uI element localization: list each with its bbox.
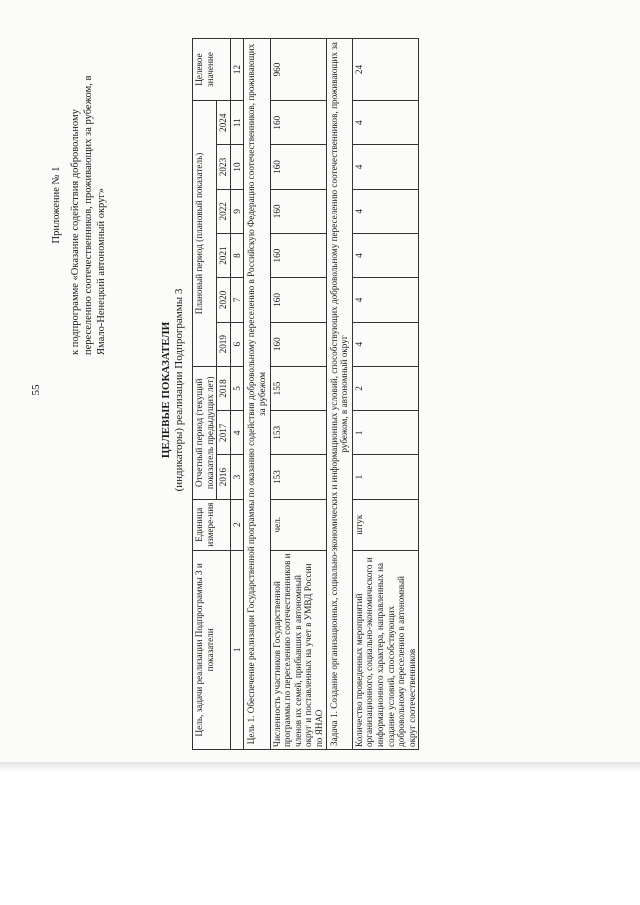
year-cell: 2019 (217, 322, 231, 366)
indicators-table (192, 38, 419, 750)
task-1-text: Задача 1. Создание организационных, социально-экономических и информационных условий, способствующих добровольному переселению соотечественников, проживающих за рубежом, в автономный округ (326, 39, 352, 750)
heading-sub: (индикаторы) реализации Подпрограммы 3 (173, 288, 185, 492)
value-cell: 1 (352, 455, 419, 499)
value-cell: 160 (270, 233, 326, 277)
value-cell: 4 (352, 233, 419, 277)
value-cell: 160 (270, 145, 326, 189)
appendix-block (50, 55, 108, 355)
index-cell: 9 (230, 189, 244, 233)
index-cell: 2 (230, 499, 244, 550)
value-cell: 160 (270, 189, 326, 233)
task-row (326, 39, 352, 750)
year-cell: 2023 (217, 145, 231, 189)
value-cell: 153 (270, 411, 326, 455)
year-cell: 2017 (217, 411, 231, 455)
indicator-unit: штук (352, 499, 419, 550)
year-cell: 2018 (217, 366, 231, 410)
target-cell: 24 (352, 39, 419, 101)
value-cell: 4 (352, 189, 419, 233)
index-cell: 6 (230, 322, 244, 366)
index-row (230, 39, 244, 750)
value-cell: 155 (270, 366, 326, 410)
goal-row (244, 39, 270, 750)
table-row (352, 39, 419, 750)
appendix-title: Приложение № 1 (51, 166, 62, 244)
goal-1-text: Цель 1. Обеспечение реализации Государственной программы по оказанию содействия добровольному переселению в Российскую Федерацию соотечественников, проживающих за рубежом (244, 39, 270, 750)
header-row (193, 39, 217, 750)
indicator-name: Численность участников Государственной программы по переселению соотечественников и членов их семей, прибывших в автономный округ и поставленных на учет в УМВД России по ЯНАО (270, 550, 326, 749)
appendix-text: к подпрограмме «Оказание содействия добровольному переселению соотечественников, проживающих за рубежом, в Ямало-Ненецкий автономный округ» (70, 75, 107, 355)
year-cell: 2020 (217, 278, 231, 322)
year-cell: 2022 (217, 189, 231, 233)
header-planned: Плановый период (плановый показатель) (193, 101, 217, 367)
page-number: 55 (30, 384, 42, 396)
value-cell: 4 (352, 145, 419, 189)
index-cell: 4 (230, 411, 244, 455)
index-cell: 10 (230, 145, 244, 189)
target-cell: 960 (270, 39, 326, 101)
scan-edge (0, 762, 640, 772)
header-reported: Отчетный период (текущий показатель предыдущих лет) (193, 366, 217, 499)
index-cell: 5 (230, 366, 244, 410)
value-cell: 4 (352, 322, 419, 366)
index-cell: 8 (230, 233, 244, 277)
value-cell: 4 (352, 278, 419, 322)
table-row (270, 39, 326, 750)
year-cell: 2024 (217, 101, 231, 145)
rotated-document (20, 30, 440, 750)
index-cell: 1 (230, 550, 244, 749)
header-goal: Цель, задачи реализации Подпрограммы 3 и показатели (193, 550, 231, 749)
indicator-unit: чел. (270, 499, 326, 550)
value-cell: 4 (352, 101, 419, 145)
value-cell: 160 (270, 278, 326, 322)
value-cell: 160 (270, 322, 326, 366)
header-target: Целевое значение (193, 39, 231, 101)
heading-main: ЦЕЛЕВЫЕ ПОКАЗАТЕЛИ (160, 321, 172, 459)
year-cell: 2021 (217, 233, 231, 277)
index-cell: 7 (230, 278, 244, 322)
index-cell: 12 (230, 39, 244, 101)
year-cell: 2016 (217, 455, 231, 499)
value-cell: 1 (352, 411, 419, 455)
index-cell: 3 (230, 455, 244, 499)
index-cell: 11 (230, 101, 244, 145)
header-unit: Единица измере-ния (193, 499, 231, 550)
indicator-name: Количество проведенных мероприятий организационного, социально-экономического и информационного характера, направленных на создание условий, способствующих добровольному переселению в автономный округ соотечественников (352, 550, 419, 749)
document-heading (160, 30, 186, 750)
value-cell: 160 (270, 101, 326, 145)
value-cell: 153 (270, 455, 326, 499)
value-cell: 2 (352, 366, 419, 410)
